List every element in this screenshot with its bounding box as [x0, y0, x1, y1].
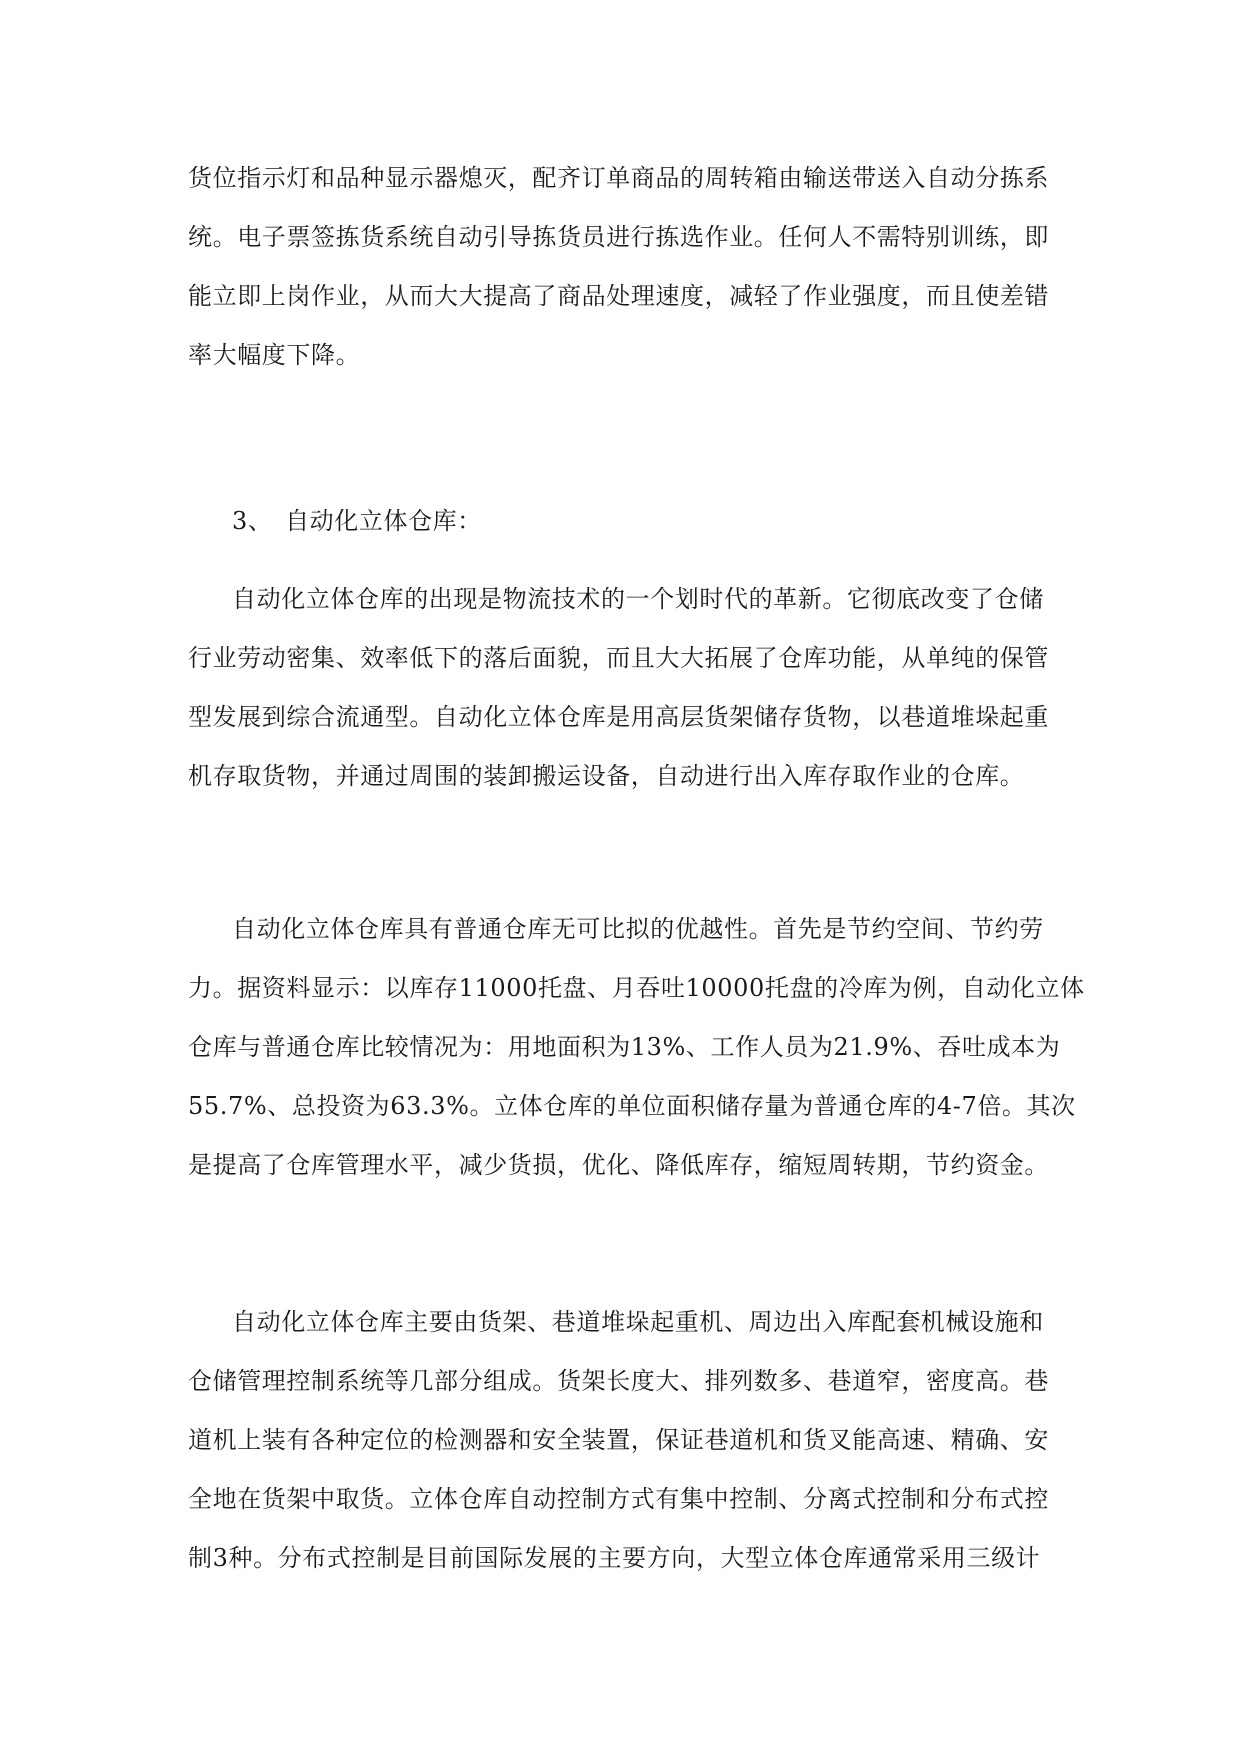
paragraph-3-line-1: 自动化立体仓库具有普通仓库无可比拟的优越性。首先是节约空间、节约劳 — [232, 915, 1044, 943]
paragraph-2-line-1: 自动化立体仓库的出现是物流技术的一个划时代的革新。它彻底改变了仓储 — [232, 585, 1044, 613]
paragraph-2-line-3: 型发展到综合流通型。自动化立体仓库是用高层货架储存货物，以巷道堆垛起重 — [188, 703, 1049, 731]
paragraph-2-line-4: 机存取货物，并通过周围的装卸搬运设备，自动进行出入库存取作业的仓库。 — [188, 762, 1025, 790]
section-heading: 3、 自动化立体仓库： — [232, 507, 482, 535]
paragraph-4-line-5: 制3种。分布式控制是目前国际发展的主要方向，大型立体仓库通常采用三级计 — [188, 1544, 1041, 1572]
paragraph-4-line-3: 道机上装有各种定位的检测器和安全装置，保证巷道机和货叉能高速、精确、安 — [188, 1426, 1049, 1454]
paragraph-1-line-2: 统。电子票签拣货系统自动引导拣货员进行拣选作业。任何人不需特别训练，即 — [188, 223, 1049, 251]
paragraph-4-line-1: 自动化立体仓库主要由货架、巷道堆垛起重机、周边出入库配套机械设施和 — [232, 1308, 1044, 1336]
paragraph-4-line-4: 全地在货架中取货。立体仓库自动控制方式有集中控制、分离式控制和分布式控 — [188, 1485, 1049, 1513]
paragraph-3-line-4: 55.7%、总投资为63.3%。立体仓库的单位面积储存量为普通仓库的4-7倍。其次 — [188, 1092, 1076, 1120]
paragraph-1-line-3: 能立即上岗作业，从而大大提高了商品处理速度，减轻了作业强度，而且使差错 — [188, 282, 1049, 310]
paragraph-4-line-2: 仓储管理控制系统等几部分组成。货架长度大、排列数多、巷道窄，密度高。巷 — [188, 1367, 1049, 1395]
paragraph-2-line-2: 行业劳动密集、效率低下的落后面貌，而且大大拓展了仓库功能，从单纯的保管 — [188, 644, 1049, 672]
paragraph-1-line-4: 率大幅度下降。 — [188, 341, 361, 369]
paragraph-3-line-5: 是提高了仓库管理水平，减少货损，优化、降低库存，缩短周转期，节约资金。 — [188, 1151, 1049, 1179]
paragraph-3-line-2: 力。据资料显示：以库存11000托盘、月吞吐10000托盘的冷库为例，自动化立体 — [188, 974, 1085, 1002]
paragraph-1-line-1: 货位指示灯和品种显示器熄灭，配齐订单商品的周转箱由输送带送入自动分拣系 — [188, 164, 1049, 192]
paragraph-3-line-3: 仓库与普通仓库比较情况为：用地面积为13%、工作人员为21.9%、吞吐成本为 — [188, 1033, 1061, 1061]
